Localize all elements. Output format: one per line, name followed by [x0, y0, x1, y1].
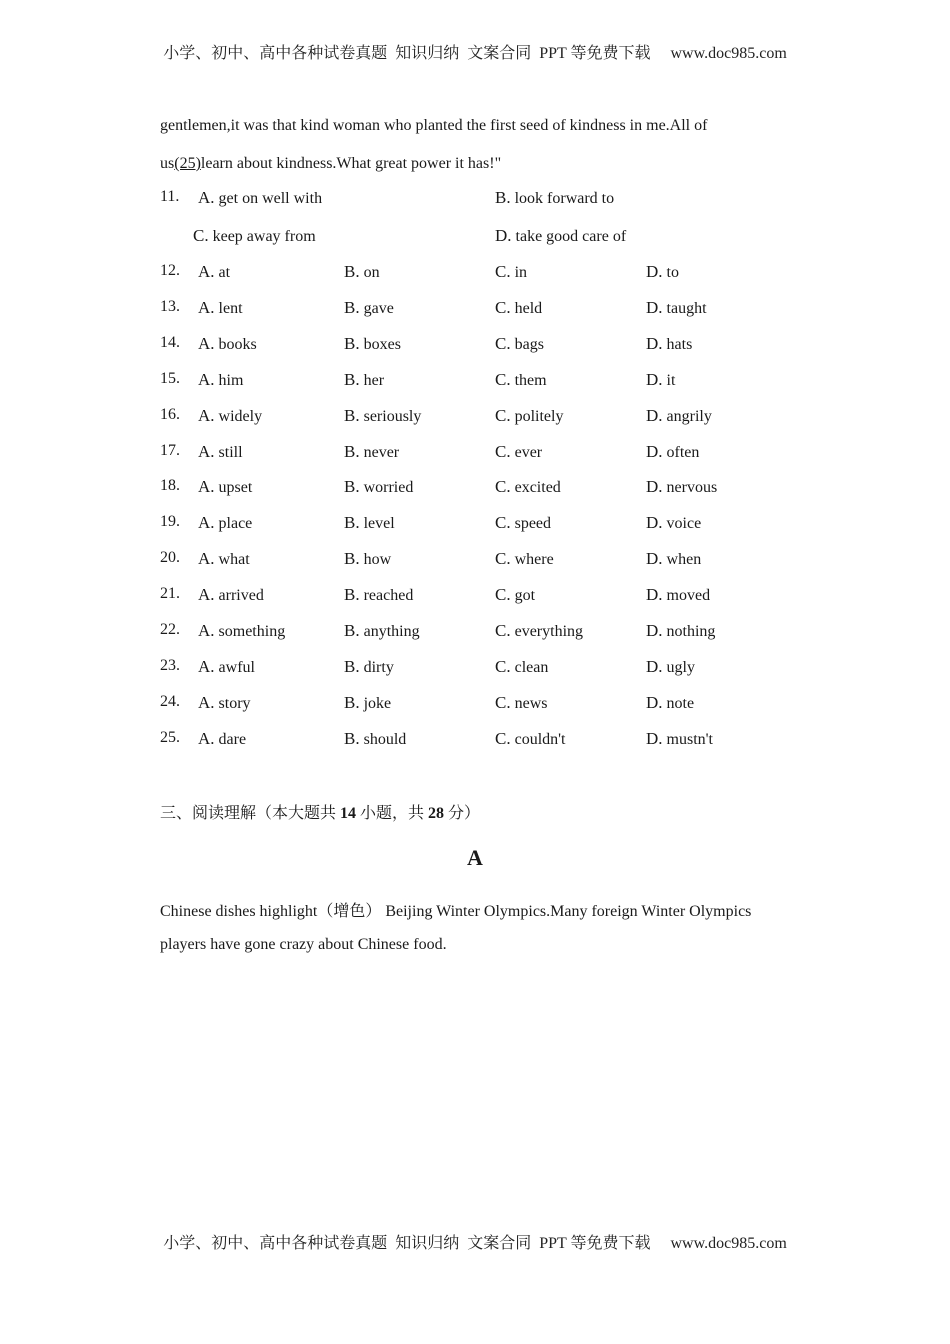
option-letter: D. [646, 262, 663, 281]
option-a [198, 477, 252, 497]
section-suffix: 分） [444, 805, 481, 822]
option-letter: A. [198, 656, 215, 676]
option-letter: B. [344, 262, 360, 281]
option-c [495, 657, 548, 677]
option-b [344, 442, 399, 462]
option-b [495, 188, 614, 208]
option-letter: B. [344, 728, 360, 748]
option-letter: B. [344, 297, 360, 317]
question-row [0, 549, 950, 573]
option-b [344, 406, 421, 426]
option-d [646, 442, 699, 462]
option-text: nervous [666, 479, 718, 497]
option-a [198, 262, 230, 282]
option-letter: A. [198, 621, 215, 640]
option-letter: C. [495, 621, 511, 640]
option-c [495, 513, 551, 533]
option-letter: A. [198, 477, 215, 497]
option-text: when [666, 551, 702, 569]
option-b [344, 298, 394, 318]
option-letter: A. [198, 262, 215, 281]
passage-line-2-end: learn about kindness.What great power it has!" [200, 155, 502, 172]
option-a [198, 334, 257, 354]
option-b [344, 513, 395, 533]
option-text: angrily [666, 407, 712, 425]
question-number: 22. [160, 621, 180, 638]
option-letter: A. [198, 369, 215, 389]
option-text: often [666, 443, 700, 461]
option-text: her [363, 371, 385, 389]
option-letter: C. [495, 549, 511, 569]
passage-line-2-start: us [160, 155, 175, 172]
option-d [646, 477, 717, 497]
option-letter: D. [646, 333, 663, 353]
option-d [495, 226, 626, 246]
option-letter: B. [344, 692, 360, 712]
total-score: 28 [428, 805, 445, 822]
option-text: how [363, 551, 392, 569]
option-a [198, 513, 252, 533]
option-c [495, 406, 563, 426]
option-letter: D. [646, 585, 663, 605]
option-b [344, 334, 401, 354]
option-text: to [666, 264, 679, 281]
option-letter: A. [198, 692, 215, 712]
option-text: everything [514, 623, 584, 640]
option-text: news [514, 694, 548, 712]
option-letter: C. [495, 692, 511, 712]
option-letter: A. [198, 333, 215, 353]
option-text: moved [666, 587, 711, 605]
question-row [0, 442, 950, 466]
option-letter: C. [495, 656, 511, 676]
option-text: nothing [666, 623, 716, 640]
option-text: keep away from [212, 228, 316, 245]
passage-line-1: gentlemen,it was that kind woman who planted the first seed of kindness in me.All of [160, 117, 708, 134]
option-text: joke [363, 694, 392, 712]
option-a [198, 298, 243, 318]
question-row [0, 334, 950, 358]
option-c [495, 729, 565, 749]
question-number: 12. [160, 262, 180, 279]
option-letter: C. [495, 369, 511, 389]
question-row [0, 513, 950, 537]
option-a [198, 585, 264, 605]
option-letter: D. [646, 728, 663, 748]
option-text: boxes [363, 335, 401, 353]
option-text: arrived [218, 587, 264, 605]
option-letter: D. [646, 549, 663, 569]
option-d [646, 406, 712, 426]
option-text: level [363, 515, 395, 533]
option-text: held [514, 299, 543, 317]
option-letter: D. [646, 441, 663, 461]
option-text: them [514, 371, 547, 389]
option-text: what [218, 551, 250, 569]
option-c [495, 477, 561, 497]
option-letter: A. [198, 549, 215, 569]
passage-a-line-1: Chinese dishes highlight（增色） Beijing Winter Olympics.Many foreign Winter Olympics [160, 903, 752, 920]
option-b [344, 262, 380, 282]
passage-title: A [467, 845, 483, 870]
option-b [344, 693, 391, 713]
option-letter: D. [646, 621, 663, 640]
option-text: awful [218, 658, 255, 676]
question-row [0, 262, 950, 286]
question-number: 19. [160, 513, 180, 531]
option-letter: C. [193, 226, 209, 245]
option-letter: A. [198, 405, 215, 425]
option-d [646, 621, 715, 641]
option-text: ever [514, 443, 543, 461]
question-11-row-2 [0, 226, 950, 250]
option-text: upset [218, 479, 253, 497]
option-letter: A. [198, 188, 215, 207]
option-letter: D. [646, 656, 663, 676]
option-letter: C. [495, 585, 511, 605]
option-a [198, 657, 255, 677]
option-letter: B. [344, 621, 360, 640]
option-d [646, 370, 675, 390]
option-letter: C. [495, 513, 511, 533]
option-a [198, 370, 243, 390]
option-text: never [363, 443, 400, 461]
option-text: place [218, 515, 253, 533]
option-a [198, 406, 262, 426]
question-number: 11. [160, 188, 180, 205]
option-text: mustn't [666, 730, 713, 748]
option-text: story [218, 694, 251, 712]
option-letter: B. [344, 333, 360, 353]
option-text: gave [363, 299, 394, 317]
option-text: politely [514, 407, 564, 425]
option-text: on [363, 264, 380, 281]
option-c [495, 262, 527, 282]
option-letter: C. [495, 728, 511, 748]
option-c [495, 334, 544, 354]
question-number: 15. [160, 369, 180, 387]
option-a [198, 621, 285, 641]
blank-25: (25) [174, 155, 201, 172]
option-d [646, 262, 679, 282]
option-text: got [514, 587, 536, 605]
option-text: it [666, 371, 676, 389]
question-row [0, 657, 950, 681]
option-text: excited [514, 479, 561, 497]
option-text: get on well with [218, 190, 323, 207]
question-row [0, 693, 950, 717]
option-letter: D. [646, 405, 663, 425]
option-text: should [363, 730, 407, 748]
option-b [344, 477, 413, 497]
option-letter: A. [198, 728, 215, 748]
option-d [646, 549, 701, 569]
question-number: 17. [160, 441, 180, 459]
option-text: something [218, 623, 286, 640]
option-letter: D. [646, 477, 663, 497]
question-number: 23. [160, 656, 180, 674]
option-letter: C. [495, 262, 511, 281]
option-d [646, 585, 710, 605]
option-c [495, 621, 583, 641]
option-text: voice [666, 515, 702, 533]
question-number: 25. [160, 728, 180, 746]
option-text: still [218, 443, 243, 461]
option-d [646, 729, 713, 749]
option-a [198, 188, 322, 208]
option-a [198, 549, 250, 569]
option-letter: A. [198, 297, 215, 317]
option-text: taught [666, 299, 707, 317]
option-letter: B. [344, 477, 360, 497]
option-letter: D. [646, 369, 663, 389]
question-row [0, 406, 950, 430]
option-a [198, 442, 243, 462]
page-header: 小学、初中、高中各种试卷真题 知识归纳 文案合同 PPT 等免费下载 www.doc985.com [163, 45, 787, 62]
option-a [198, 729, 246, 749]
option-letter: C. [495, 333, 511, 353]
option-letter: C. [495, 405, 511, 425]
option-letter: C. [495, 477, 511, 497]
option-letter: B. [344, 549, 360, 569]
option-text: speed [514, 515, 552, 533]
question-number: 24. [160, 692, 180, 710]
question-number: 21. [160, 585, 180, 603]
option-letter: A. [198, 585, 215, 605]
option-c [495, 693, 547, 713]
option-letter: C. [495, 297, 511, 317]
option-text: anything [363, 623, 420, 640]
option-d [646, 334, 692, 354]
option-text: seriously [363, 407, 422, 425]
option-text: bags [514, 335, 544, 353]
question-row [0, 729, 950, 753]
option-b [344, 729, 406, 749]
option-c [495, 370, 547, 390]
passage-a-line-2: players have gone crazy about Chinese food. [160, 936, 447, 953]
option-letter: B. [344, 405, 360, 425]
option-text: note [666, 694, 695, 712]
question-number: 18. [160, 477, 180, 495]
question-number: 20. [160, 549, 180, 567]
question-row [0, 585, 950, 609]
option-text: where [514, 551, 554, 569]
option-letter: A. [198, 441, 215, 461]
option-text: reached [363, 587, 414, 605]
option-d [646, 298, 707, 318]
option-text: ugly [666, 658, 695, 676]
question-number: 16. [160, 405, 180, 423]
option-text: couldn't [514, 730, 566, 748]
option-text: hats [666, 335, 693, 353]
option-letter: C. [495, 441, 511, 461]
option-text: look forward to [514, 190, 615, 207]
section-heading [160, 800, 480, 823]
option-text: take good care of [515, 228, 627, 245]
question-number: 14. [160, 333, 180, 351]
option-b [344, 549, 391, 569]
passage-line-2 [160, 155, 501, 173]
option-text: worried [363, 479, 414, 497]
question-number: 13. [160, 297, 180, 315]
option-letter: D. [646, 513, 663, 533]
option-letter: B. [344, 513, 360, 533]
option-letter: D. [646, 692, 663, 712]
option-c [495, 442, 542, 462]
option-d [646, 657, 695, 677]
option-c [495, 549, 554, 569]
question-11 [0, 188, 950, 212]
option-letter: B. [344, 656, 360, 676]
option-c [495, 298, 542, 318]
option-text: at [218, 264, 231, 281]
option-b [344, 621, 420, 641]
option-text: books [218, 335, 257, 353]
option-letter: D. [646, 297, 663, 317]
option-c [193, 226, 316, 246]
option-b [344, 370, 384, 390]
option-text: in [514, 264, 528, 281]
option-text: lent [218, 299, 243, 317]
page-footer: 小学、初中、高中各种试卷真题 知识归纳 文案合同 PPT 等免费下载 www.doc985.com [163, 1235, 787, 1252]
option-letter: B. [344, 441, 360, 461]
question-row [0, 477, 950, 501]
option-letter: B. [344, 585, 360, 605]
option-letter: A. [198, 513, 215, 533]
question-count: 14 [340, 805, 357, 822]
question-row [0, 621, 950, 645]
section-middle: 小题，共 [356, 805, 429, 822]
option-letter: B. [495, 188, 511, 207]
question-row [0, 298, 950, 322]
option-text: dare [218, 730, 247, 748]
option-text: clean [514, 658, 549, 676]
option-b [344, 585, 413, 605]
section-prefix: 三、阅读理解（本大题共 [160, 805, 341, 822]
option-c [495, 585, 535, 605]
option-a [198, 693, 251, 713]
option-letter: B. [344, 369, 360, 389]
option-text: him [218, 371, 244, 389]
question-row [0, 370, 950, 394]
option-d [646, 693, 694, 713]
option-d [646, 513, 701, 533]
option-text: dirty [363, 658, 394, 676]
option-letter: D. [495, 226, 512, 245]
option-text: widely [218, 407, 263, 425]
option-b [344, 657, 394, 677]
